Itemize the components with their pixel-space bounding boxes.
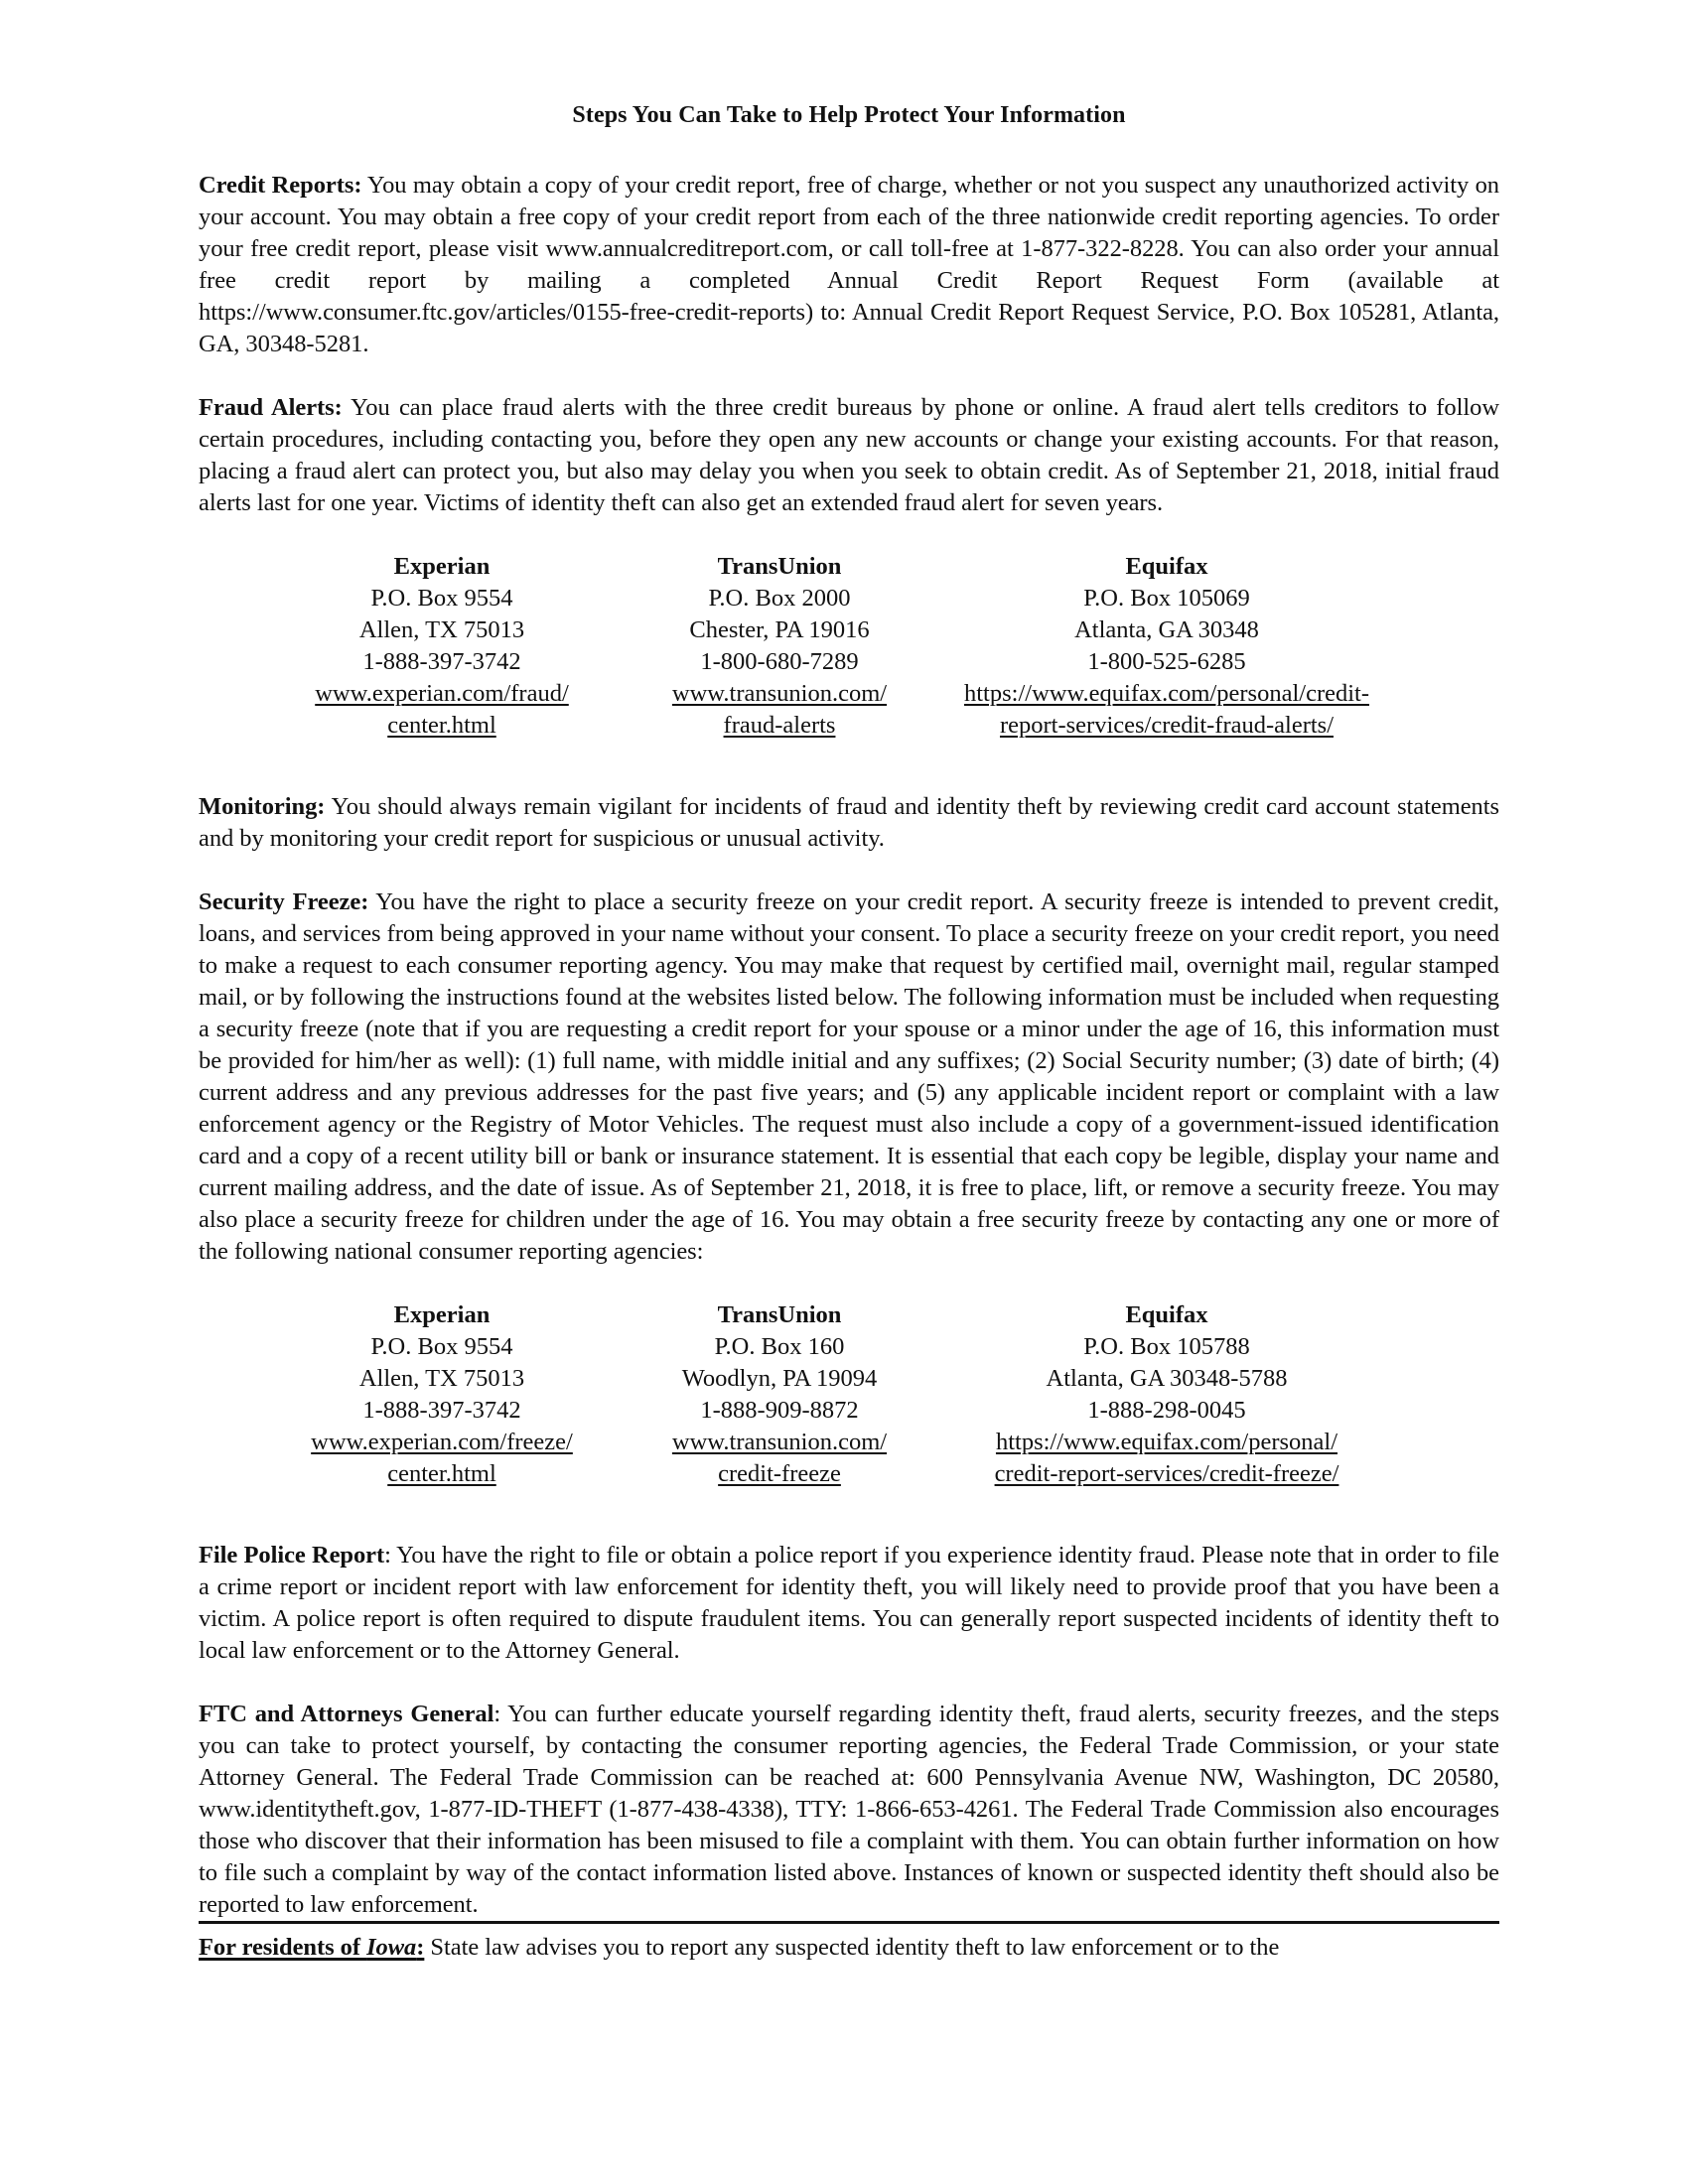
agency-link[interactable]: www.transunion.com/ — [671, 680, 888, 707]
agency-transunion-freeze — [601, 1299, 958, 1490]
iowa-heading — [199, 1934, 424, 1961]
agency-link[interactable]: www.experian.com/freeze/ — [311, 1429, 573, 1455]
monitoring-text: You should always remain vigilant for incidents of fraud and identity theft by reviewing credit card account statements and by monitoring your credit report for suspicious or unusual activity. — [199, 793, 1499, 852]
agency-link[interactable]: fraud-alerts — [723, 712, 836, 739]
agency-po-box: P.O. Box 160 — [714, 1333, 845, 1360]
agency-po-box: P.O. Box 105788 — [1083, 1333, 1250, 1360]
police-report-section — [199, 1540, 1499, 1667]
agency-city: Atlanta, GA 30348-5788 — [1046, 1365, 1288, 1392]
monitoring-section — [199, 791, 1499, 855]
credit-reports-text: You may obtain a copy of your credit report, free of charge, whether or not you suspect any unauthorized activity on your account. You may obtain a free copy of your credit report from each of the three nationwide credit reporting agencies. To order your free credit report, please visit www.annualcreditreport.com, or call toll-free at 1-877-322-8228. You can also order your annual free credit report by mailing a completed Annual Credit Report Request Form (available at https://www.consumer.ftc.gov/articles/0155-free-credit-reports) to: Annual Credit Report Request Service, P.O. Box 105281, Atlanta, GA, 30348-5281. — [199, 172, 1500, 357]
agency-city: Allen, TX 75013 — [358, 1365, 525, 1392]
fraud-alerts-heading: Fraud Alerts: — [199, 394, 343, 421]
iowa-heading-state: Iowa — [366, 1934, 417, 1961]
agency-link[interactable]: www.experian.com/fraud/ — [315, 680, 569, 707]
agency-phone: 1-800-525-6285 — [1087, 648, 1246, 675]
agency-link[interactable]: https://www.equifax.com/personal/credit- — [964, 680, 1369, 707]
security-freeze-text: You have the right to place a security freeze on your credit report. A security freeze is intended to prevent credit, loans, and services from being approved in your name without your consent. To place a security freeze on your credit report, you need to make a request to each consumer reporting agency. You may make that request by certified mail, overnight mail, regular stamped mail, or by following the instructions found at the websites listed below. The following information must be included when requesting a security freeze (note that if you are requesting a credit report for your spouse or a minor under the age of 16, this information must be provided for him/her as well): (1) full name, with middle initial and any suffixes; (2) Social Security number; (3) date of birth; (4) current address and any previous addresses for the past five years; and (5) any applicable incident report or complaint with a law enforcement agency or the Registry of Motor Vehicles. The request must also include a copy of a government-issued identification card and a copy of a recent utility bill or bank or insurance statement. It is essential that each copy be legible, display your name and current mailing address, and the date of issue. As of September 21, 2018, it is free to place, lift, or remove a security freeze. You may also place a security freeze for children under the age of 16. You may obtain a free security freeze by contacting any one or more of the following national consumer reporting agencies: — [199, 888, 1500, 1265]
credit-reports-section — [199, 170, 1499, 360]
iowa-section — [199, 1932, 1499, 1964]
agency-name: TransUnion — [717, 553, 842, 580]
agency-transunion-fraud — [601, 551, 958, 742]
fraud-alerts-section — [199, 392, 1499, 519]
agency-experian-fraud — [283, 551, 601, 742]
monitoring-heading: Monitoring: — [199, 793, 326, 820]
iowa-heading-suffix: : — [416, 1934, 425, 1961]
agency-name: Equifax — [1125, 553, 1208, 580]
document-page — [199, 99, 1499, 1964]
agency-link[interactable]: center.html — [387, 712, 496, 739]
agency-link[interactable]: www.transunion.com/ — [671, 1429, 888, 1455]
security-freeze-heading: Security Freeze: — [199, 888, 369, 915]
fraud-alerts-text: You can place fraud alerts with the three credit bureaus by phone or online. A fraud alert tells creditors to follow certain procedures, including contacting you, before they open any new accounts or change your existing accounts. For that reason, placing a fraud alert can protect you, but also may delay you when you seek to obtain credit. As of September 21, 2018, initial fraud alerts last for one year. Victims of identity theft can also get an extended fraud alert for seven years. — [199, 394, 1499, 516]
agency-po-box: P.O. Box 9554 — [370, 585, 513, 612]
agency-phone: 1-888-397-3742 — [362, 1397, 521, 1424]
agency-city: Woodlyn, PA 19094 — [681, 1365, 878, 1392]
ftc-section — [199, 1699, 1499, 1921]
agency-name: Experian — [393, 1301, 491, 1328]
ftc-text: : You can further educate yourself regarding identity theft, fraud alerts, security freezes, and the steps you can take to protect yourself, by contacting the consumer reporting agencies, the Federal Trade Commission, or your state Attorney General. The Federal Trade Commission can be reached at: 600 Pennsylvania Avenue NW, Washington, DC 20580, www.identitytheft.gov, 1-877-ID-THEFT (1-877-438-4338), TTY: 1-866-653-4261. The Federal Trade Commission also encourages those who discover that their information has been misused to file a complaint with them. You can obtain further information on how to file such a complaint by way of the contact information listed above. Instances of known or suspected identity theft should also be reported to law enforcement. — [199, 1701, 1499, 1918]
agency-phone: 1-888-298-0045 — [1087, 1397, 1246, 1424]
agency-link[interactable]: center.html — [387, 1460, 496, 1487]
agency-po-box: P.O. Box 9554 — [370, 1333, 513, 1360]
agency-phone: 1-888-909-8872 — [700, 1397, 859, 1424]
police-report-text: : You have the right to file or obtain a police report if you experience identity fraud. Please note that in order to file a crime report or incident report with law enforcement for identity theft, you will likely need to provide proof that you have been a victim. A police report is often required to dispute fraudulent items. You can generally report suspected incidents of identity theft to local law enforcement or to the Attorney General. — [199, 1542, 1499, 1664]
agency-phone: 1-800-680-7289 — [700, 648, 859, 675]
agency-equifax-fraud — [958, 551, 1375, 742]
agency-city: Chester, PA 19016 — [689, 616, 870, 643]
agency-phone: 1-888-397-3742 — [362, 648, 521, 675]
document-title: Steps You Can Take to Help Protect Your Information — [572, 102, 1126, 128]
agency-link[interactable]: credit-report-services/credit-freeze/ — [994, 1460, 1339, 1487]
agency-name: Equifax — [1125, 1301, 1208, 1328]
security-freeze-section — [199, 887, 1499, 1268]
iowa-heading-prefix: For residents of — [199, 1934, 367, 1961]
police-report-heading: File Police Report — [199, 1542, 385, 1569]
agency-po-box: P.O. Box 105069 — [1083, 585, 1250, 612]
ftc-heading: FTC and Attorneys General — [199, 1701, 494, 1727]
agency-equifax-freeze — [958, 1299, 1375, 1490]
iowa-text: State law advises you to report any suspected identity theft to law enforcement or to the — [424, 1934, 1280, 1961]
fraud-alert-agencies — [283, 551, 1375, 742]
agency-name: Experian — [393, 553, 491, 580]
agency-city: Allen, TX 75013 — [358, 616, 525, 643]
credit-reports-heading: Credit Reports: — [199, 172, 362, 199]
agency-po-box: P.O. Box 2000 — [708, 585, 851, 612]
agency-link[interactable]: report-services/credit-fraud-alerts/ — [999, 712, 1334, 739]
agency-link[interactable]: https://www.equifax.com/personal/ — [995, 1429, 1338, 1455]
security-freeze-agencies — [283, 1299, 1375, 1490]
agency-name: TransUnion — [717, 1301, 842, 1328]
agency-link[interactable]: credit-freeze — [718, 1460, 841, 1487]
agency-city: Atlanta, GA 30348 — [1074, 616, 1259, 643]
agency-experian-freeze — [283, 1299, 601, 1490]
